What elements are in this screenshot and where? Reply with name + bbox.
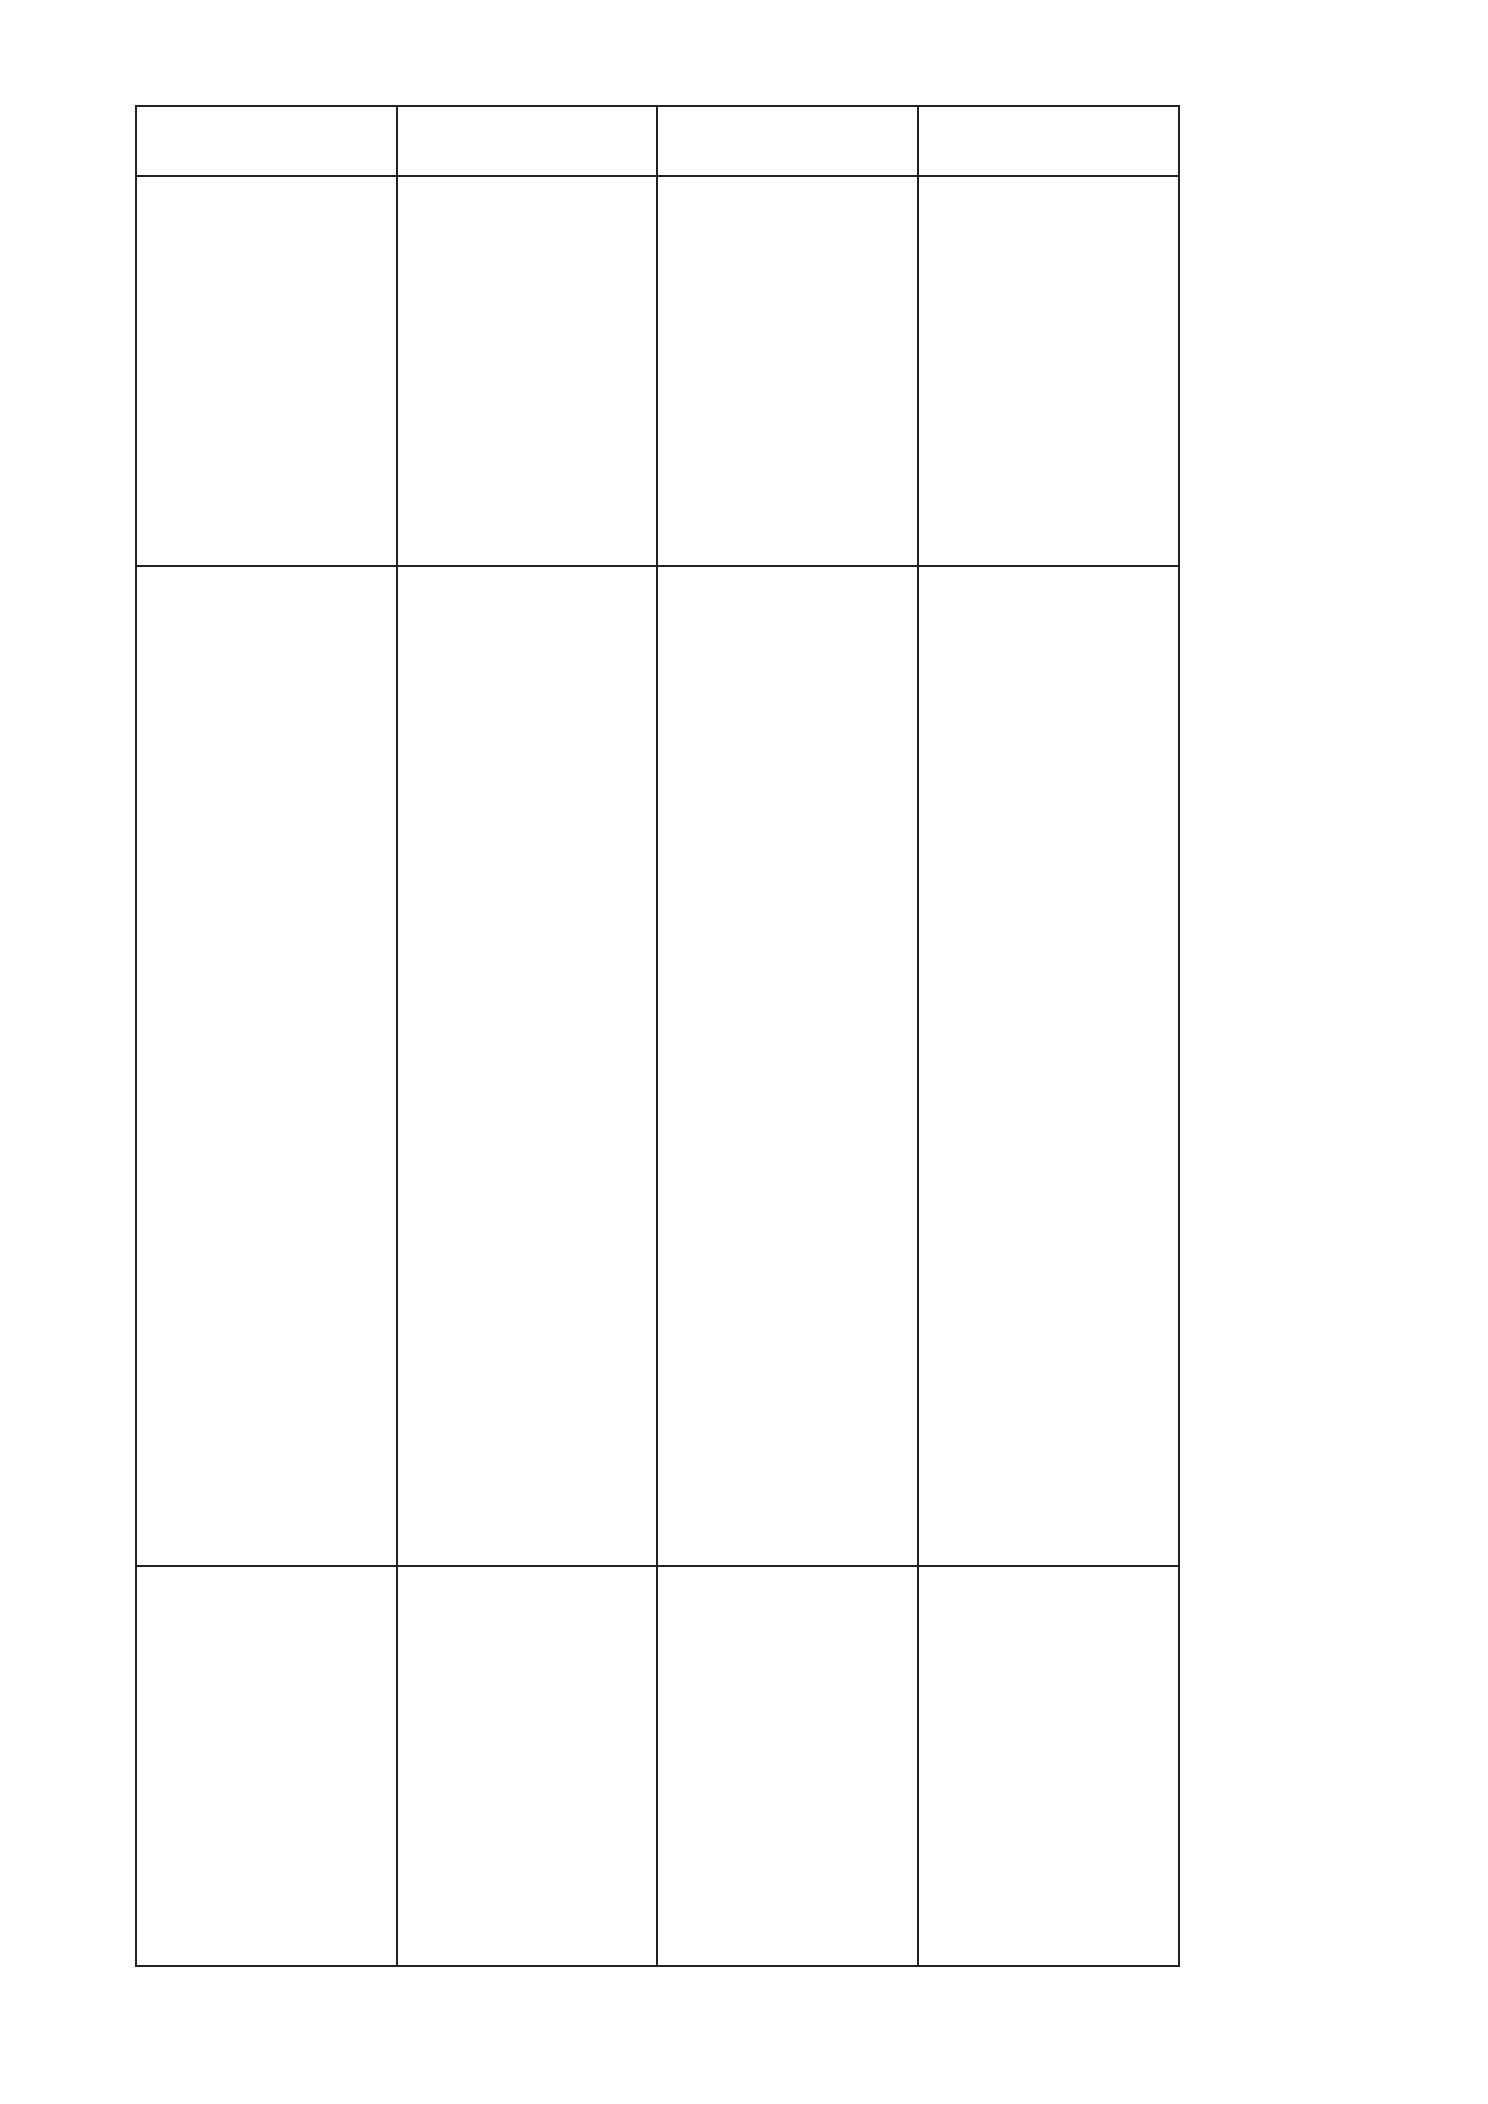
row-note <box>136 1566 397 1966</box>
row-number <box>397 106 658 176</box>
header-basis <box>918 566 1179 1566</box>
row-number <box>658 106 919 176</box>
row-basis <box>397 566 658 1566</box>
row-basis <box>658 566 919 1566</box>
row-behavior <box>136 176 397 566</box>
row-basis <box>136 566 397 1566</box>
table-row <box>658 106 919 1966</box>
row-behavior <box>397 176 658 566</box>
row-number <box>136 106 397 176</box>
row-note <box>658 1566 919 1966</box>
header-no <box>918 106 1179 176</box>
table-row <box>397 106 658 1966</box>
regulation-table <box>135 105 1180 1967</box>
rotated-table-wrapper <box>135 105 1180 1965</box>
table-header-row <box>918 106 1179 1966</box>
row-note <box>397 1566 658 1966</box>
table-row <box>136 106 397 1966</box>
header-note <box>918 1566 1179 1966</box>
page-number <box>1090 1820 1150 1880</box>
header-behavior <box>918 176 1179 566</box>
row-behavior <box>658 176 919 566</box>
